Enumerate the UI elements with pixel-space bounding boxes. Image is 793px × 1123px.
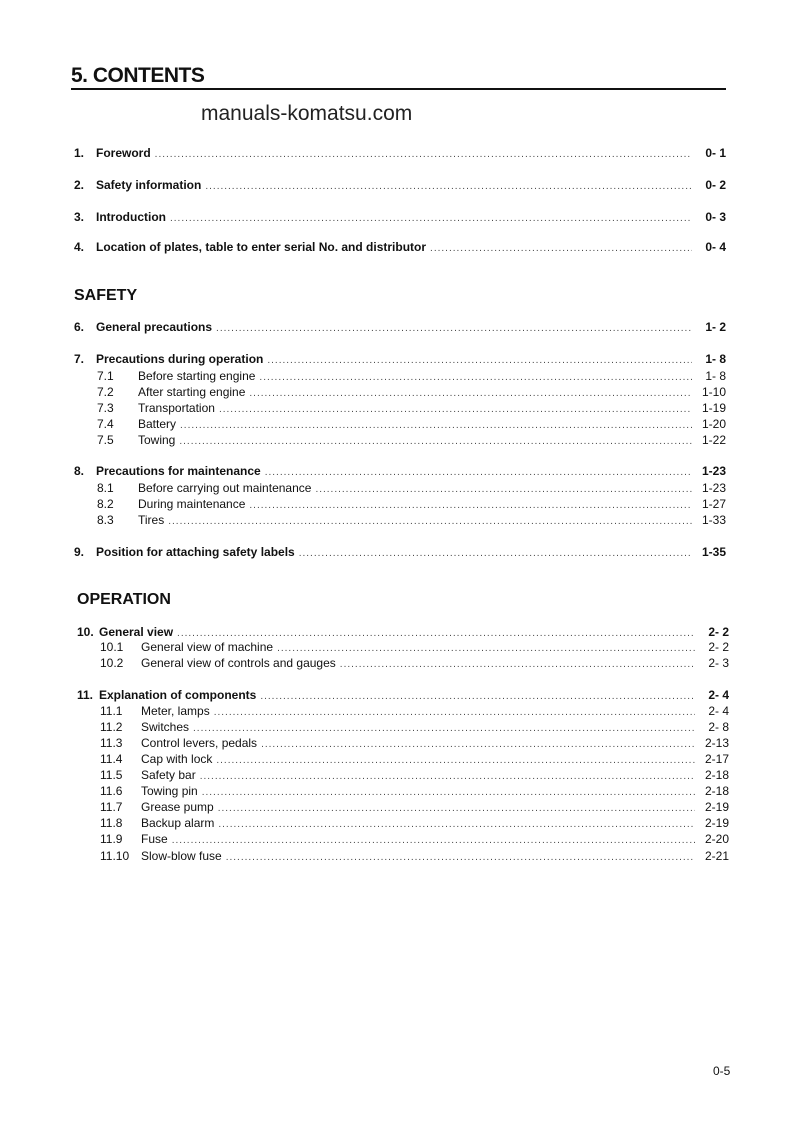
- toc-entry-number: 7.2: [97, 385, 114, 399]
- toc-entry-number: 11.2: [100, 720, 123, 734]
- leader-dots: [265, 467, 692, 478]
- toc-entry: [77, 752, 729, 766]
- toc-entry: [74, 146, 726, 160]
- toc-entry-page: 0- 3: [705, 210, 726, 224]
- toc-entry-page: 0- 1: [705, 146, 726, 160]
- toc-entry-page: 2- 4: [708, 704, 729, 718]
- toc-entry: [74, 385, 726, 399]
- leader-dots: [261, 739, 695, 750]
- page-number: 0-5: [713, 1064, 731, 1078]
- toc-entry-page: 1-23: [701, 481, 726, 495]
- toc-entry-label: Towing: [138, 433, 176, 447]
- leader-dots: [216, 323, 692, 334]
- toc-entry-label: Transportation: [138, 401, 215, 415]
- toc-entry-label: Introduction: [96, 210, 166, 224]
- toc-entry-label: Grease pump: [141, 800, 214, 814]
- toc-entry: [74, 401, 726, 415]
- toc-entry: [74, 369, 726, 383]
- toc-entry-page: 1-33: [701, 513, 726, 527]
- toc-entry-label: Cap with lock: [141, 752, 213, 766]
- toc-entry-number: 11.10: [100, 849, 130, 863]
- toc-entry-number: 3.: [74, 210, 85, 224]
- toc-entry: [77, 736, 729, 750]
- toc-entry-label: Safety bar: [141, 768, 196, 782]
- toc-entry-number: 8.2: [97, 497, 114, 511]
- leader-dots: [315, 484, 692, 495]
- toc-entry-label: General view of controls and gauges: [141, 656, 336, 670]
- toc-entry-label: After starting engine: [138, 385, 246, 399]
- toc-entry-label: Precautions during operation: [96, 352, 264, 366]
- toc-entry-page: 1- 2: [705, 320, 726, 334]
- toc-entry-label: Backup alarm: [141, 816, 215, 830]
- leader-dots: [218, 803, 695, 814]
- leader-dots: [205, 181, 692, 192]
- toc-entry-label: Precautions for maintenance: [96, 464, 261, 478]
- toc-entry: [74, 433, 726, 447]
- toc-entry-number: 10.: [77, 625, 94, 639]
- toc-entry-page: 2-20: [704, 832, 729, 846]
- toc-entry-page: 1-20: [701, 417, 726, 431]
- toc-entry-label: Foreword: [96, 146, 151, 160]
- toc-entry-label: Before carrying out maintenance: [138, 481, 312, 495]
- leader-dots: [430, 243, 692, 254]
- toc-entry-label: Switches: [141, 720, 190, 734]
- watermark-text: manuals-komatsu.com: [201, 102, 413, 125]
- toc-entry: [77, 832, 729, 846]
- toc-entry-label: Safety information: [96, 178, 202, 192]
- leader-dots: [299, 548, 692, 559]
- toc-entry-page: 2- 2: [708, 625, 729, 639]
- toc-entry-page: 0- 4: [705, 240, 726, 254]
- toc-entry-label: Slow-blow fuse: [141, 849, 222, 863]
- toc-entry-page: 2- 2: [708, 640, 729, 654]
- toc-entry-number: 11.9: [100, 832, 123, 846]
- toc-entry-label: During maintenance: [138, 497, 246, 511]
- leader-dots: [249, 500, 692, 511]
- leader-dots: [214, 707, 695, 718]
- toc-entry-label: Before starting engine: [138, 369, 256, 383]
- toc-entry-number: 11.1: [100, 704, 123, 718]
- toc-entry: [77, 849, 729, 863]
- toc-entry-label: Control levers, pedals: [141, 736, 258, 750]
- toc-entry-label: Fuse: [141, 832, 168, 846]
- toc-entry-number: 10.2: [100, 656, 124, 670]
- toc-entry-page: 2-13: [704, 736, 729, 750]
- title-underline: [71, 88, 726, 90]
- toc-entry: [77, 768, 729, 782]
- toc-entry-page: 1-35: [701, 545, 726, 559]
- toc-entry-number: 11.4: [100, 752, 123, 766]
- toc-entry: [77, 816, 729, 830]
- page-title: 5. CONTENTS: [71, 64, 205, 87]
- toc-entry-number: 10.1: [100, 640, 124, 654]
- leader-dots: [340, 659, 695, 670]
- leader-dots: [180, 420, 692, 431]
- leader-dots: [218, 819, 695, 830]
- toc-entry: [77, 640, 729, 654]
- leader-dots: [249, 388, 692, 399]
- leader-dots: [260, 691, 695, 702]
- leader-dots: [267, 355, 692, 366]
- toc-entry-page: 1- 8: [705, 352, 726, 366]
- toc-entry-number: 7.: [74, 352, 85, 366]
- toc-entry: [74, 513, 726, 527]
- toc-entry: [77, 704, 729, 718]
- toc-entry-page: 1-22: [701, 433, 726, 447]
- leader-dots: [193, 723, 695, 734]
- toc-entry-number: 9.: [74, 545, 85, 559]
- leader-dots: [168, 516, 692, 527]
- toc-entry-page: 2- 3: [708, 656, 729, 670]
- toc-entry-label: Towing pin: [141, 784, 198, 798]
- leader-dots: [216, 755, 695, 766]
- toc-entry-page: 1-23: [701, 464, 726, 478]
- toc-entry-label: Position for attaching safety labels: [96, 545, 295, 559]
- toc-entry-number: 11.3: [100, 736, 123, 750]
- toc-entry-number: 8.3: [97, 513, 114, 527]
- toc-entry-number: 7.3: [97, 401, 114, 415]
- toc-entry-number: 7.5: [97, 433, 114, 447]
- toc-entry-label: General view: [99, 625, 174, 639]
- toc-entry: [74, 240, 726, 254]
- toc-entry-number: 6.: [74, 320, 85, 334]
- toc-entry-number: 7.4: [97, 417, 114, 431]
- leader-dots: [202, 787, 695, 798]
- leader-dots: [259, 372, 692, 383]
- toc-entry: [77, 688, 729, 702]
- toc-entry: [74, 352, 726, 366]
- toc-entry: [74, 178, 726, 192]
- toc-entry-number: 11.7: [100, 800, 123, 814]
- toc-entry: [77, 784, 729, 798]
- toc-entry-page: 2- 8: [708, 720, 729, 734]
- toc-entry-page: 2-17: [704, 752, 729, 766]
- toc-entry-page: 2-19: [704, 800, 729, 814]
- toc-entry-page: 1-27: [701, 497, 726, 511]
- toc-entry: [74, 481, 726, 495]
- toc-entry: [74, 210, 726, 224]
- toc-entry-label: Location of plates, table to enter serial No. and distributor: [96, 240, 427, 254]
- section-heading-safety: SAFETY: [74, 287, 138, 304]
- toc-entry-label: General view of machine: [141, 640, 274, 654]
- leader-dots: [226, 852, 695, 863]
- toc-entry-page: 2-18: [704, 768, 729, 782]
- toc-entry-label: Tires: [138, 513, 165, 527]
- toc-entry: [77, 656, 729, 670]
- leader-dots: [277, 643, 695, 654]
- toc-entry-label: Explanation of components: [99, 688, 257, 702]
- toc-entry-page: 1-10: [701, 385, 726, 399]
- leader-dots: [170, 213, 692, 224]
- toc-entry-number: 7.1: [97, 369, 114, 383]
- leader-dots: [177, 628, 695, 639]
- toc-entry-number: 11.8: [100, 816, 123, 830]
- toc-entry-label: General precautions: [96, 320, 213, 334]
- section-heading-operation: OPERATION: [77, 591, 171, 608]
- toc-entry: [74, 545, 726, 559]
- toc-entry: [74, 417, 726, 431]
- toc-entry-number: 8.: [74, 464, 85, 478]
- toc-entry-number: 2.: [74, 178, 85, 192]
- leader-dots: [172, 835, 695, 846]
- toc-entry-page: 2-18: [704, 784, 729, 798]
- toc-entry-number: 11.5: [100, 768, 123, 782]
- toc-entry-number: 11.: [77, 688, 94, 702]
- toc-entry: [74, 497, 726, 511]
- toc-entry: [77, 720, 729, 734]
- toc-entry-label: Battery: [138, 417, 177, 431]
- toc-entry-page: 1- 8: [705, 369, 726, 383]
- leader-dots: [219, 404, 692, 415]
- toc-entry-number: 1.: [74, 146, 85, 160]
- toc-entry-page: 2- 4: [708, 688, 729, 702]
- toc-entry-number: 4.: [74, 240, 85, 254]
- toc-entry: [77, 625, 729, 639]
- leader-dots: [179, 436, 692, 447]
- toc-entry-number: 8.1: [97, 481, 114, 495]
- leader-dots: [155, 149, 692, 160]
- toc-entry-page: 2-21: [704, 849, 729, 863]
- toc-entry: [77, 800, 729, 814]
- toc-entry-page: 0- 2: [705, 178, 726, 192]
- toc-entry-number: 11.6: [100, 784, 123, 798]
- toc-entry: [74, 464, 726, 478]
- toc-entry-page: 1-19: [701, 401, 726, 415]
- toc-entry-label: Meter, lamps: [141, 704, 210, 718]
- toc-entry-page: 2-19: [704, 816, 729, 830]
- toc-entry: [74, 320, 726, 334]
- leader-dots: [200, 771, 695, 782]
